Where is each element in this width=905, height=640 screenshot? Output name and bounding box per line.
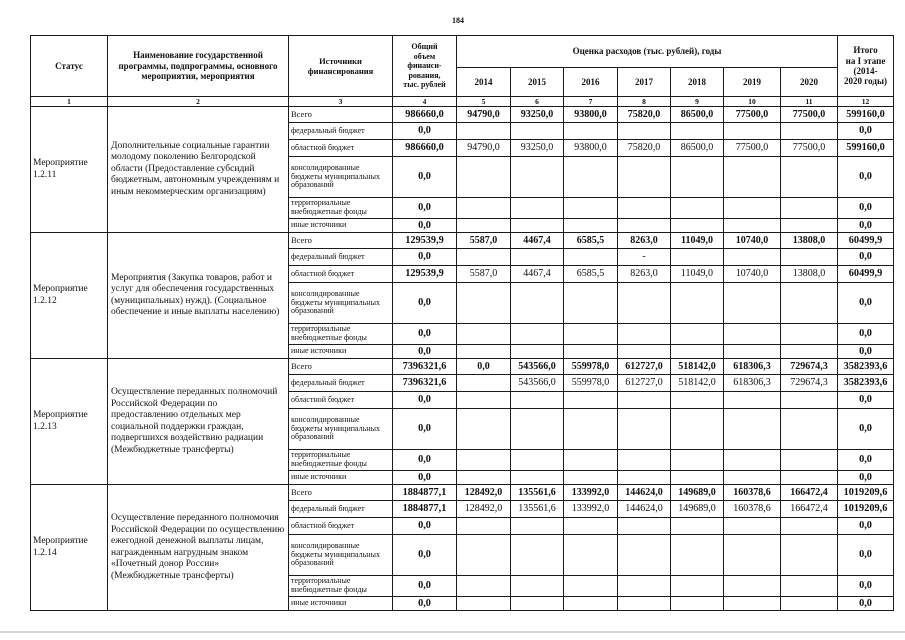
header-year: 2019 [724, 68, 781, 97]
year-2016-cell: 559978,0 [564, 375, 618, 392]
funding-source-cell: областной бюджет [289, 266, 393, 283]
year-2014-cell [457, 375, 511, 392]
year-2020-cell: 13808,0 [781, 233, 838, 249]
stage-total-cell: 0,0 [838, 518, 894, 535]
year-2015-cell [511, 471, 564, 485]
total-funding-cell: 0,0 [393, 324, 457, 345]
header-row [31, 36, 894, 68]
year-2020-cell [781, 576, 838, 597]
total-funding-cell: 0,0 [393, 345, 457, 359]
year-2020-cell [781, 518, 838, 535]
header-year: 2015 [511, 68, 564, 97]
year-2017-cell [618, 157, 671, 198]
status-cell: Мероприятие 1.2.13 [31, 359, 108, 485]
header-year: 2016 [564, 68, 618, 97]
year-2015-cell [511, 198, 564, 219]
year-2014-cell: 128492,0 [457, 501, 511, 518]
total-funding-cell: 0,0 [393, 198, 457, 219]
total-funding-cell: 7396321,6 [393, 359, 457, 375]
funding-source-cell: консолидированные бюджеты муниципальных образований [289, 157, 393, 198]
column-number: 7 [564, 97, 618, 107]
year-2015-cell [511, 157, 564, 198]
year-2015-cell [511, 324, 564, 345]
year-2014-cell: 94790,0 [457, 140, 511, 157]
measure-name-cell: Дополнительные социальные гарантии молодому поколению Белгородской области (Предоставление субсидий бюджетным, автономным учреждениям и иным некоммерческим организациям) [108, 107, 289, 233]
year-2014-cell [457, 450, 511, 471]
year-2016-cell: 6585,5 [564, 266, 618, 283]
stage-total-cell: 0,0 [838, 123, 894, 140]
year-2019-cell [724, 345, 781, 359]
funding-source-cell: областной бюджет [289, 140, 393, 157]
year-2017-cell [618, 392, 671, 409]
year-2015-cell [511, 409, 564, 450]
year-2018-cell [671, 535, 724, 576]
year-2015-cell [511, 518, 564, 535]
year-2017-cell: 75820,0 [618, 140, 671, 157]
total-funding-cell: 986660,0 [393, 107, 457, 123]
year-2019-cell [724, 518, 781, 535]
year-2018-cell: 11049,0 [671, 233, 724, 249]
year-2015-cell [511, 535, 564, 576]
year-2018-cell [671, 597, 724, 611]
year-2015-cell [511, 283, 564, 324]
year-2019-cell: 10740,0 [724, 233, 781, 249]
year-2018-cell [671, 324, 724, 345]
year-2017-cell [618, 123, 671, 140]
year-2015-cell [511, 345, 564, 359]
funding-source-cell: территориальные внебюджетные фонды [289, 450, 393, 471]
column-number: 5 [457, 97, 511, 107]
year-2016-cell [564, 123, 618, 140]
year-2020-cell [781, 157, 838, 198]
total-funding-cell: 0,0 [393, 392, 457, 409]
year-2017-cell [618, 450, 671, 471]
year-2018-cell [671, 409, 724, 450]
year-2017-cell [618, 518, 671, 535]
status-cell: Мероприятие 1.2.12 [31, 233, 108, 359]
year-2016-cell [564, 392, 618, 409]
stage-total-cell: 0,0 [838, 198, 894, 219]
year-2018-cell [671, 219, 724, 233]
year-2020-cell [781, 283, 838, 324]
year-2017-cell [618, 324, 671, 345]
stage-total-cell: 3582393,6 [838, 359, 894, 375]
measure-name-cell: Осуществление переданного полномочия Российской Федерации по осуществлению ежегодной денежной выплаты лицам, награжденным нагрудным знаком «Почетный донор России» (Межбюджетные трансферты) [108, 485, 289, 611]
header-program-name: Наименование государственной программы, подпрограммы, основного мероприятия, мероприятия [108, 36, 289, 97]
total-funding-cell: 0,0 [393, 471, 457, 485]
year-2015-cell: 93250,0 [511, 140, 564, 157]
year-2018-cell [671, 392, 724, 409]
funding-source-cell: территориальные внебюджетные фонды [289, 198, 393, 219]
table-row [31, 107, 894, 123]
total-funding-cell: 986660,0 [393, 140, 457, 157]
stage-total-cell: 0,0 [838, 283, 894, 324]
year-2019-cell [724, 576, 781, 597]
year-2019-cell [724, 409, 781, 450]
stage-total-cell: 60499,9 [838, 266, 894, 283]
year-2016-cell [564, 345, 618, 359]
year-2019-cell [724, 597, 781, 611]
stage-total-cell: 0,0 [838, 157, 894, 198]
table-body [31, 107, 894, 611]
total-funding-cell: 0,0 [393, 597, 457, 611]
year-2018-cell: 149689,0 [671, 485, 724, 501]
year-2017-cell [618, 283, 671, 324]
year-2020-cell [781, 471, 838, 485]
year-2019-cell [724, 249, 781, 266]
funding-source-cell: консолидированные бюджеты муниципальных образований [289, 409, 393, 450]
year-2017-cell [618, 576, 671, 597]
funding-source-cell: Всего [289, 359, 393, 375]
year-2014-cell [457, 392, 511, 409]
year-2016-cell [564, 597, 618, 611]
year-2016-cell [564, 324, 618, 345]
year-2020-cell [781, 123, 838, 140]
year-2019-cell [724, 535, 781, 576]
stage-total-cell: 0,0 [838, 471, 894, 485]
year-2018-cell [671, 198, 724, 219]
year-2014-cell [457, 249, 511, 266]
year-2016-cell [564, 219, 618, 233]
funding-source-cell: областной бюджет [289, 392, 393, 409]
year-2019-cell [724, 392, 781, 409]
measure-name-cell: Мероприятия (Закупка товаров, работ и услуг для обеспечения государственных (муниципальных) нужд). (Социальное обеспечение и иные выплаты населению) [108, 233, 289, 359]
year-2017-cell [618, 198, 671, 219]
table-header [31, 36, 894, 107]
total-funding-cell: 0,0 [393, 535, 457, 576]
year-2014-cell [457, 597, 511, 611]
year-2014-cell: 5587,0 [457, 233, 511, 249]
year-2014-cell: 5587,0 [457, 266, 511, 283]
year-2014-cell [457, 576, 511, 597]
stage-total-cell: 60499,9 [838, 233, 894, 249]
year-2020-cell [781, 392, 838, 409]
year-2017-cell: 612727,0 [618, 375, 671, 392]
year-2020-cell [781, 219, 838, 233]
year-2017-cell [618, 219, 671, 233]
stage-total-cell: 0,0 [838, 450, 894, 471]
total-funding-cell: 0,0 [393, 219, 457, 233]
column-number: 3 [289, 97, 393, 107]
total-funding-cell: 0,0 [393, 249, 457, 266]
year-2019-cell: 10740,0 [724, 266, 781, 283]
stage-total-cell: 0,0 [838, 535, 894, 576]
year-2018-cell [671, 450, 724, 471]
year-2019-cell [724, 471, 781, 485]
expenditure-table [30, 35, 894, 611]
column-number: 9 [671, 97, 724, 107]
stage-total-cell: 0,0 [838, 597, 894, 611]
year-2018-cell [671, 471, 724, 485]
funding-source-cell: Всего [289, 233, 393, 249]
table-row [31, 233, 894, 249]
year-2015-cell [511, 392, 564, 409]
total-funding-cell: 7396321,6 [393, 375, 457, 392]
column-number: 10 [724, 97, 781, 107]
year-2017-cell: 144624,0 [618, 485, 671, 501]
year-2020-cell: 166472,4 [781, 501, 838, 518]
year-2020-cell [781, 597, 838, 611]
year-2014-cell: 128492,0 [457, 485, 511, 501]
year-2017-cell [618, 535, 671, 576]
total-funding-cell: 0,0 [393, 409, 457, 450]
year-2019-cell [724, 198, 781, 219]
header-total-funding: Общий объем финанси- рования, тыс. рублей [393, 36, 457, 97]
column-number: 8 [618, 97, 671, 107]
year-2016-cell: 6585,5 [564, 233, 618, 249]
scan-edge [0, 631, 905, 633]
year-2017-cell: 8263,0 [618, 266, 671, 283]
year-2015-cell: 543566,0 [511, 375, 564, 392]
year-2016-cell: 93800,0 [564, 140, 618, 157]
total-funding-cell: 0,0 [393, 157, 457, 198]
year-2017-cell: 144624,0 [618, 501, 671, 518]
year-2020-cell [781, 345, 838, 359]
year-2017-cell: 8263,0 [618, 233, 671, 249]
year-2014-cell: 0,0 [457, 359, 511, 375]
total-funding-cell: 0,0 [393, 123, 457, 140]
year-2015-cell [511, 249, 564, 266]
funding-source-cell: территориальные внебюджетные фонды [289, 324, 393, 345]
year-2015-cell [511, 219, 564, 233]
year-2016-cell [564, 535, 618, 576]
total-funding-cell: 0,0 [393, 518, 457, 535]
year-2016-cell [564, 518, 618, 535]
year-2014-cell [457, 535, 511, 576]
year-2015-cell: 93250,0 [511, 107, 564, 123]
year-2017-cell: 75820,0 [618, 107, 671, 123]
year-2016-cell: 133992,0 [564, 485, 618, 501]
page-number: 184 [452, 16, 464, 25]
year-2016-cell [564, 471, 618, 485]
year-2020-cell [781, 198, 838, 219]
year-2014-cell: 94790,0 [457, 107, 511, 123]
year-2019-cell: 77500,0 [724, 107, 781, 123]
header-status: Статус [31, 36, 108, 97]
year-2019-cell [724, 450, 781, 471]
funding-source-cell: Всего [289, 107, 393, 123]
year-2017-cell [618, 471, 671, 485]
year-2018-cell: 518142,0 [671, 359, 724, 375]
year-2016-cell [564, 450, 618, 471]
year-2016-cell [564, 576, 618, 597]
year-2019-cell: 618306,3 [724, 375, 781, 392]
stage-total-cell: 0,0 [838, 219, 894, 233]
year-2020-cell: 77500,0 [781, 107, 838, 123]
year-2017-cell: 612727,0 [618, 359, 671, 375]
year-2014-cell [457, 283, 511, 324]
header-funding-sources: Источники финансирования [289, 36, 393, 97]
year-2019-cell: 160378,6 [724, 501, 781, 518]
year-2014-cell [457, 409, 511, 450]
funding-source-cell: консолидированные бюджеты муниципальных образований [289, 535, 393, 576]
funding-source-cell: областной бюджет [289, 518, 393, 535]
year-2018-cell: 86500,0 [671, 107, 724, 123]
funding-source-cell: иные источники [289, 471, 393, 485]
year-2018-cell [671, 123, 724, 140]
stage-total-cell: 1019209,6 [838, 501, 894, 518]
year-2020-cell [781, 324, 838, 345]
year-2020-cell: 166472,4 [781, 485, 838, 501]
funding-source-cell: Всего [289, 485, 393, 501]
year-2018-cell [671, 157, 724, 198]
year-2015-cell: 4467,4 [511, 233, 564, 249]
stage-total-cell: 0,0 [838, 249, 894, 266]
year-2015-cell: 4467,4 [511, 266, 564, 283]
year-2015-cell [511, 576, 564, 597]
year-2016-cell: 133992,0 [564, 501, 618, 518]
funding-source-cell: федеральный бюджет [289, 123, 393, 140]
column-number: 2 [108, 97, 289, 107]
funding-source-cell: федеральный бюджет [289, 249, 393, 266]
year-2016-cell [564, 157, 618, 198]
year-2014-cell [457, 219, 511, 233]
funding-source-cell: иные источники [289, 345, 393, 359]
year-2014-cell [457, 198, 511, 219]
year-2015-cell [511, 450, 564, 471]
table-row [31, 359, 894, 375]
measure-name-cell: Осуществление переданных полномочий Российской Федерации по предоставлению отдельных мер социальной поддержки граждан, подвергшихся воздействию радиации (Межбюджетные трансферты) [108, 359, 289, 485]
total-funding-cell: 0,0 [393, 576, 457, 597]
year-2016-cell: 559978,0 [564, 359, 618, 375]
header-year: 2017 [618, 68, 671, 97]
year-2016-cell [564, 409, 618, 450]
column-number: 6 [511, 97, 564, 107]
year-2016-cell [564, 198, 618, 219]
funding-source-cell: территориальные внебюджетные фонды [289, 576, 393, 597]
stage-total-cell: 3582393,6 [838, 375, 894, 392]
year-2020-cell: 729674,3 [781, 359, 838, 375]
funding-source-cell: иные источники [289, 219, 393, 233]
header-year: 2014 [457, 68, 511, 97]
column-number: 11 [781, 97, 838, 107]
funding-source-cell: иные источники [289, 597, 393, 611]
year-2019-cell: 160378,6 [724, 485, 781, 501]
year-2019-cell: 77500,0 [724, 140, 781, 157]
year-2019-cell: 618306,3 [724, 359, 781, 375]
year-2014-cell [457, 471, 511, 485]
total-funding-cell: 0,0 [393, 450, 457, 471]
year-2017-cell [618, 409, 671, 450]
total-funding-cell: 0,0 [393, 283, 457, 324]
stage-total-cell: 0,0 [838, 409, 894, 450]
year-2019-cell [724, 219, 781, 233]
total-funding-cell: 129539,9 [393, 266, 457, 283]
year-2015-cell: 543566,0 [511, 359, 564, 375]
year-2020-cell [781, 535, 838, 576]
year-2019-cell [724, 157, 781, 198]
year-2018-cell: 518142,0 [671, 375, 724, 392]
year-2019-cell [724, 123, 781, 140]
year-2018-cell: 86500,0 [671, 140, 724, 157]
stage-total-cell: 1019209,6 [838, 485, 894, 501]
year-2018-cell [671, 249, 724, 266]
funding-source-cell: консолидированные бюджеты муниципальных образований [289, 283, 393, 324]
year-2019-cell [724, 324, 781, 345]
stage-total-cell: 599160,0 [838, 140, 894, 157]
stage-total-cell: 0,0 [838, 345, 894, 359]
column-number: 12 [838, 97, 894, 107]
total-funding-cell: 129539,9 [393, 233, 457, 249]
year-2016-cell [564, 283, 618, 324]
year-2014-cell [457, 123, 511, 140]
year-2017-cell: - [618, 249, 671, 266]
year-2015-cell [511, 123, 564, 140]
funding-source-cell: федеральный бюджет [289, 375, 393, 392]
year-2014-cell [457, 324, 511, 345]
stage-total-cell: 0,0 [838, 576, 894, 597]
column-number-row [31, 97, 894, 107]
stage-total-cell: 599160,0 [838, 107, 894, 123]
year-2019-cell [724, 283, 781, 324]
header-expense-estimate: Оценка расходов (тыс. рублей), годы [457, 36, 838, 68]
year-2018-cell [671, 345, 724, 359]
year-2020-cell: 13808,0 [781, 266, 838, 283]
year-2016-cell: 93800,0 [564, 107, 618, 123]
stage-total-cell: 0,0 [838, 324, 894, 345]
year-2020-cell [781, 409, 838, 450]
header-year: 2020 [781, 68, 838, 97]
stage-total-cell: 0,0 [838, 392, 894, 409]
column-number: 1 [31, 97, 108, 107]
year-2014-cell [457, 157, 511, 198]
year-2015-cell: 135561,6 [511, 485, 564, 501]
year-2015-cell [511, 597, 564, 611]
year-2018-cell [671, 283, 724, 324]
year-2016-cell [564, 249, 618, 266]
year-2018-cell [671, 576, 724, 597]
year-2014-cell [457, 518, 511, 535]
year-2020-cell [781, 249, 838, 266]
total-funding-cell: 1884877,1 [393, 485, 457, 501]
status-cell: Мероприятие 1.2.14 [31, 485, 108, 611]
year-2015-cell: 135561,6 [511, 501, 564, 518]
year-2020-cell: 729674,3 [781, 375, 838, 392]
year-2018-cell: 149689,0 [671, 501, 724, 518]
status-cell: Мероприятие 1.2.11 [31, 107, 108, 233]
funding-source-cell: федеральный бюджет [289, 501, 393, 518]
year-2020-cell: 77500,0 [781, 140, 838, 157]
total-funding-cell: 1884877,1 [393, 501, 457, 518]
year-2018-cell [671, 518, 724, 535]
year-2017-cell [618, 597, 671, 611]
year-2020-cell [781, 450, 838, 471]
header-year: 2018 [671, 68, 724, 97]
year-2018-cell: 11049,0 [671, 266, 724, 283]
header-stage-total: Итого на I этапе (2014- 2020 годы) [838, 36, 894, 97]
column-number: 4 [393, 97, 457, 107]
year-2014-cell [457, 345, 511, 359]
table-row [31, 485, 894, 501]
year-2017-cell [618, 345, 671, 359]
